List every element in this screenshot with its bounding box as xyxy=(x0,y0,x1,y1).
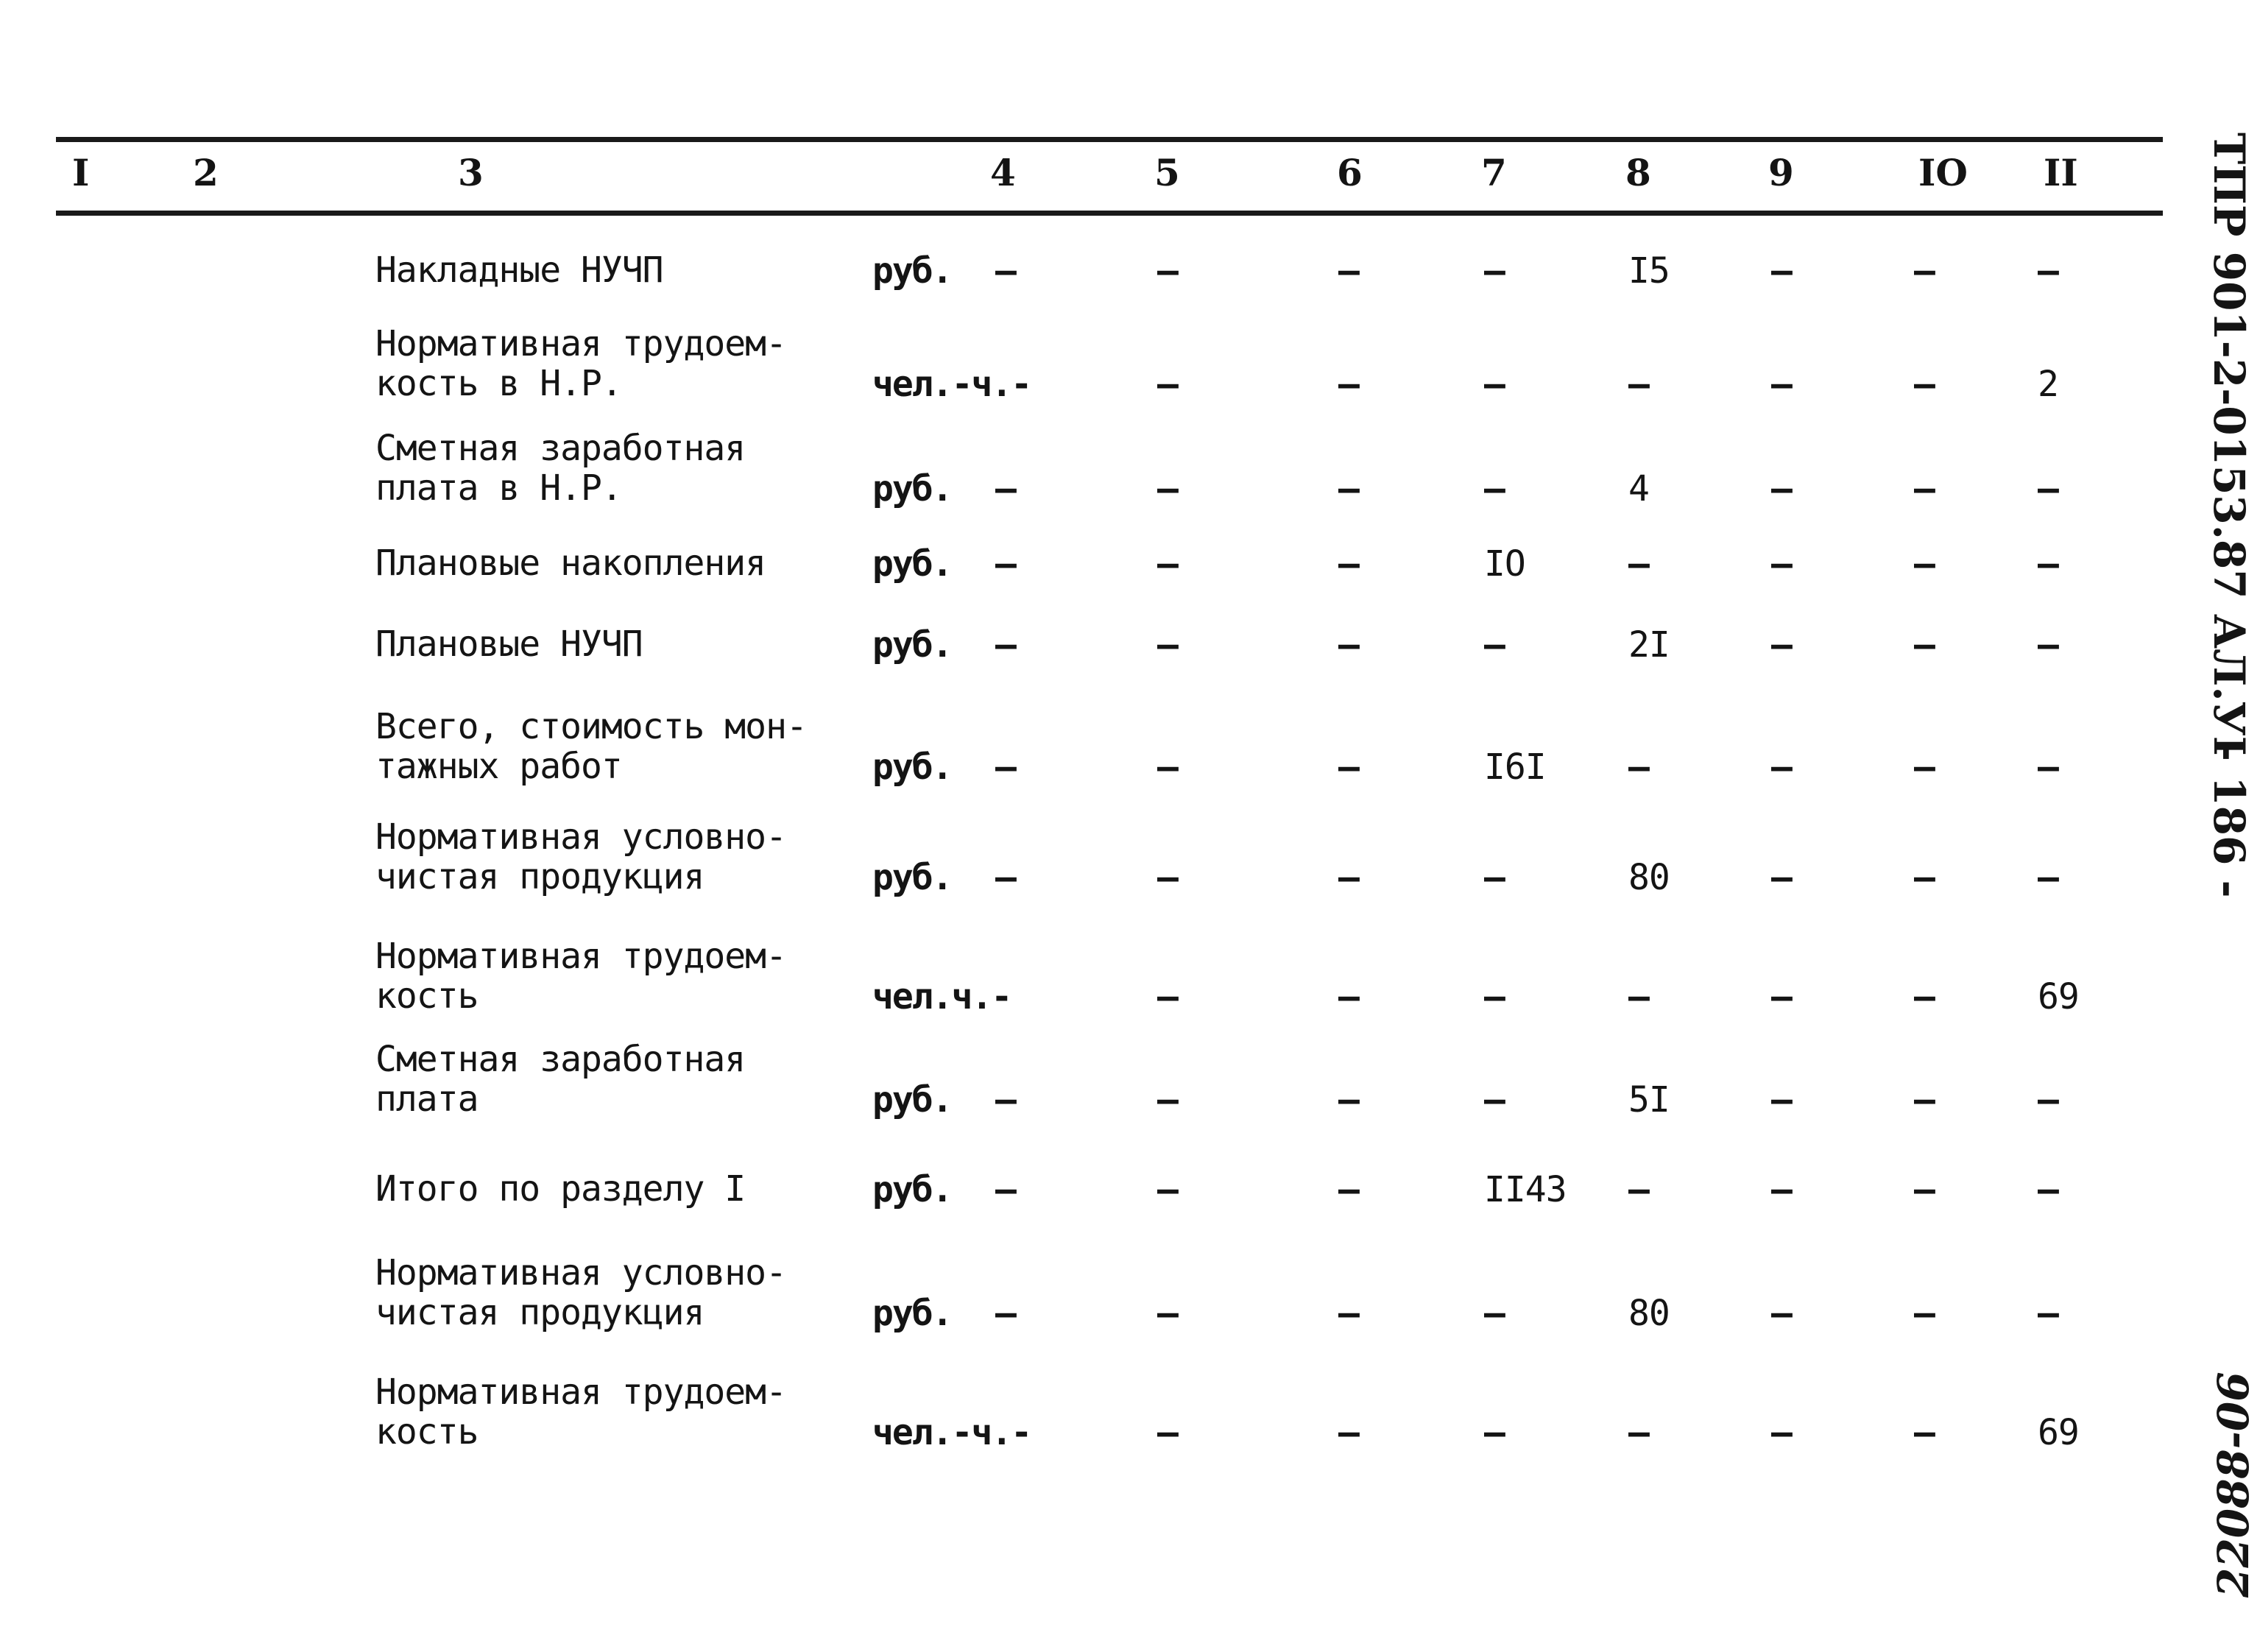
cell-col-5: – xyxy=(1157,746,1178,788)
column-header-1: I xyxy=(72,151,90,194)
cell-col-10: – xyxy=(1914,857,1935,898)
column-header-11: II xyxy=(2044,151,2078,194)
inventory-number: 22088-06 xyxy=(2208,1372,2259,1598)
row-unit: руб. xyxy=(872,1293,952,1334)
cell-col-6: – xyxy=(1338,364,1359,405)
row-description: Нормативная условно- чистая продукция xyxy=(375,816,786,897)
cell-col-4: – xyxy=(995,250,1016,292)
row-description: Накладные НУЧП xyxy=(375,250,663,291)
cell-col-6: – xyxy=(1338,468,1359,509)
cell-col-10: – xyxy=(1914,976,1935,1017)
cell-col-9: – xyxy=(1771,976,1792,1017)
column-header-7: 7 xyxy=(1481,151,1507,194)
row-unit: руб. xyxy=(872,857,952,898)
cell-col-7: – xyxy=(1484,976,1505,1017)
cell-col-4: – xyxy=(995,857,1016,898)
row-description: Плановые накопления xyxy=(375,543,766,584)
table-header-rule xyxy=(56,211,2163,216)
cell-col-10: – xyxy=(1914,1412,1935,1453)
cell-col-10: – xyxy=(1914,1293,1935,1334)
cell-col-5: – xyxy=(1157,624,1178,666)
cell-col-7: – xyxy=(1484,857,1505,898)
cell-col-9: – xyxy=(1771,746,1792,788)
cell-col-5: – xyxy=(1157,857,1178,898)
cell-col-11: 69 xyxy=(2038,1412,2079,1453)
row-description: Нормативная трудоем- кость xyxy=(375,1372,786,1452)
column-header-3: 3 xyxy=(458,151,484,194)
cell-col-9: – xyxy=(1771,364,1792,405)
cell-col-7: – xyxy=(1484,1079,1505,1120)
cell-col-4: – xyxy=(995,1079,1016,1120)
cell-col-10: – xyxy=(1914,250,1935,292)
cell-col-8: – xyxy=(1628,746,1649,788)
cell-col-11: – xyxy=(2038,1079,2058,1120)
column-header-8: 8 xyxy=(1625,151,1651,194)
cell-col-8: – xyxy=(1628,364,1649,405)
cell-col-11: 69 xyxy=(2038,976,2079,1017)
cell-col-5: – xyxy=(1157,364,1178,405)
cell-col-8: – xyxy=(1628,543,1649,585)
cell-col-9: – xyxy=(1771,1293,1792,1334)
cell-col-7: – xyxy=(1484,624,1505,666)
cell-col-6: – xyxy=(1338,976,1359,1017)
cell-col-7: I6I xyxy=(1484,746,1546,788)
cell-col-5: – xyxy=(1157,468,1178,509)
cell-col-11: – xyxy=(2038,1293,2058,1334)
cell-col-9: – xyxy=(1771,1412,1792,1453)
cell-col-10: – xyxy=(1914,624,1935,666)
cell-col-5: – xyxy=(1157,1169,1178,1210)
row-unit: руб. xyxy=(872,250,952,292)
row-description: Нормативная трудоем- кость xyxy=(375,936,786,1017)
cell-col-8: 2I xyxy=(1628,624,1670,666)
column-header-4: 4 xyxy=(990,151,1016,194)
cell-col-4: – xyxy=(995,1293,1016,1334)
page-number: - 186 - xyxy=(2204,744,2254,898)
row-unit: руб. xyxy=(872,746,952,788)
cell-col-4: – xyxy=(995,746,1016,788)
cell-col-10: – xyxy=(1914,543,1935,585)
cell-col-5: – xyxy=(1157,976,1178,1017)
document-code: ТПР 901-2-0153.87 АЛ.УI xyxy=(2204,133,2254,756)
cell-col-7: – xyxy=(1484,250,1505,292)
cell-col-9: – xyxy=(1771,468,1792,509)
cell-col-9: – xyxy=(1771,543,1792,585)
cell-col-11: – xyxy=(2038,543,2058,585)
row-unit: руб. xyxy=(872,1079,952,1120)
row-description: Нормативная трудоем- кость в Н.Р. xyxy=(375,323,786,404)
cell-col-8: 4 xyxy=(1628,468,1649,509)
cell-col-9: – xyxy=(1771,1079,1792,1120)
cell-col-11: 2 xyxy=(2038,364,2058,405)
cell-col-7: IO xyxy=(1484,543,1525,585)
cell-col-10: – xyxy=(1914,746,1935,788)
row-unit: руб. xyxy=(872,624,952,666)
cell-col-6: – xyxy=(1338,1293,1359,1334)
row-description: Всего, стоимость мон- тажных работ xyxy=(375,706,807,787)
cell-col-6: – xyxy=(1338,250,1359,292)
cell-col-9: – xyxy=(1771,1169,1792,1210)
row-description: Сметная заработная плата xyxy=(375,1039,746,1120)
cell-col-7: – xyxy=(1484,1412,1505,1453)
cell-col-11: – xyxy=(2038,624,2058,666)
cell-col-10: – xyxy=(1914,1079,1935,1120)
row-description: Сметная заработная плата в Н.Р. xyxy=(375,428,746,509)
cell-col-9: – xyxy=(1771,250,1792,292)
cell-col-7: – xyxy=(1484,468,1505,509)
cell-col-4: – xyxy=(995,468,1016,509)
cell-col-4: – xyxy=(995,1169,1016,1210)
row-description: Плановые НУЧП xyxy=(375,624,643,665)
row-unit: чел.-ч.- xyxy=(872,364,1031,405)
cell-col-8: 80 xyxy=(1628,857,1670,898)
cell-col-11: – xyxy=(2038,250,2058,292)
cell-col-8: – xyxy=(1628,1169,1649,1210)
cell-col-8: – xyxy=(1628,976,1649,1017)
cell-col-7: – xyxy=(1484,1293,1505,1334)
cell-col-10: – xyxy=(1914,1169,1935,1210)
column-header-2: 2 xyxy=(193,151,219,194)
row-description: Нормативная условно- чистая продукция xyxy=(375,1252,786,1333)
row-unit: чел.-ч.- xyxy=(872,1412,1031,1453)
cell-col-6: – xyxy=(1338,857,1359,898)
cell-col-10: – xyxy=(1914,468,1935,509)
cell-col-11: – xyxy=(2038,857,2058,898)
row-unit: руб. xyxy=(872,543,952,585)
cell-col-6: – xyxy=(1338,746,1359,788)
row-description: Итого по разделу I xyxy=(375,1168,746,1210)
cell-col-5: – xyxy=(1157,1293,1178,1334)
cell-col-5: – xyxy=(1157,1412,1178,1453)
cell-col-4: – xyxy=(995,624,1016,666)
column-header-6: 6 xyxy=(1337,151,1363,194)
cell-col-6: – xyxy=(1338,1412,1359,1453)
column-header-9: 9 xyxy=(1768,151,1794,194)
cell-col-6: – xyxy=(1338,543,1359,585)
cell-col-5: – xyxy=(1157,543,1178,585)
row-unit: чел.ч.- xyxy=(872,976,1011,1017)
column-header-5: 5 xyxy=(1154,151,1180,194)
cell-col-11: – xyxy=(2038,1169,2058,1210)
cell-col-6: – xyxy=(1338,1079,1359,1120)
table-top-rule xyxy=(56,137,2163,142)
cell-col-5: – xyxy=(1157,1079,1178,1120)
cell-col-8: 5I xyxy=(1628,1079,1670,1120)
row-unit: руб. xyxy=(872,1169,952,1210)
cell-col-4: – xyxy=(995,543,1016,585)
column-header-10: IO xyxy=(1918,151,1968,194)
cell-col-9: – xyxy=(1771,857,1792,898)
cell-col-10: – xyxy=(1914,364,1935,405)
cell-col-6: – xyxy=(1338,1169,1359,1210)
cell-col-7: – xyxy=(1484,364,1505,405)
cell-col-8: – xyxy=(1628,1412,1649,1453)
cell-col-5: – xyxy=(1157,250,1178,292)
cell-col-11: – xyxy=(2038,746,2058,788)
cell-col-6: – xyxy=(1338,624,1359,666)
cell-col-7: II43 xyxy=(1484,1169,1567,1210)
cell-col-8: 80 xyxy=(1628,1293,1670,1334)
row-unit: руб. xyxy=(872,468,952,509)
cell-col-9: – xyxy=(1771,624,1792,666)
cell-col-8: I5 xyxy=(1628,250,1670,292)
cell-col-11: – xyxy=(2038,468,2058,509)
